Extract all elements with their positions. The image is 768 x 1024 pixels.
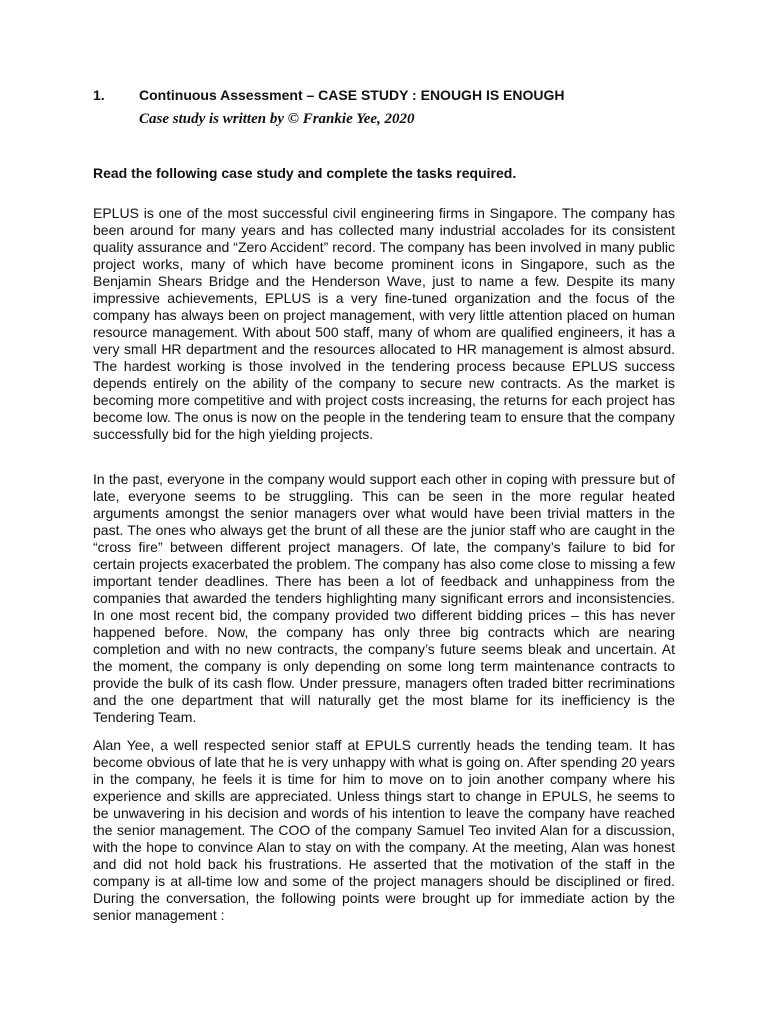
section-heading bbox=[93, 86, 565, 104]
author-byline: Case study is written by © Frankie Yee, 2020 bbox=[139, 111, 415, 127]
instruction-text: Read the following case study and complete the tasks required. bbox=[93, 165, 517, 181]
case-paragraph: In the past, everyone in the company would support each other in coping with pressure but of late, everyone seems to be struggling. This can be seen in the more regular heated arguments amongst the senior managers over what would have been trivial matters in the past. The ones who always get the brunt of all these are the junior staff who are caught in the “cross fire” between different project managers. Of late, the company’s failure to bid for certain projects exacerbated the problem. The company has also come close to missing a few important tender deadlines. There has been a lot of feedback and unhappiness from the companies that awarded the tenders highlighting many significant errors and inconsistencies. In one most recent bid, the company provided two different bidding prices – this has never happened before. Now, the company has only three big contracts which are nearing completion and with no new contracts, the company’s future seems bleak and uncertain. At the moment, the company is only depending on some long term maintenance contracts to provide the bulk of its cash flow. Under pressure, managers often traded bitter recriminations and the one department that will naturally get the most blame for its inefficiency is the Tendering Team. bbox=[93, 471, 675, 725]
section-title: Continuous Assessment – CASE STUDY : ENOUGH IS ENOUGH bbox=[139, 87, 565, 103]
case-paragraph: Alan Yee, a well respected senior staff at EPULS currently heads the tending team. It has become obvious of late that he is very unhappy with what is going on. After spending 20 years in the company, he feels it is time for him to move on to join another company where his experience and skills are appreciated. Unless things start to change in EPULS, he seems to be unwavering in his decision and words of his intention to leave the company have reached the senior management. The COO of the company Samuel Teo invited Alan for a discussion, with the hope to convince Alan to stay on with the company. At the meeting, Alan was honest and did not hold back his frustrations. He asserted that the motivation of the staff in the company is at all-time low and some of the project managers should be disciplined or fired. During the conversation, the following points were brought up for immediate action by the senior management : bbox=[93, 737, 675, 923]
case-paragraph: EPLUS is one of the most successful civil engineering firms in Singapore. The company has been around for many years and has collected many industrial accolades for its consistent quality assurance and “Zero Accident” record. The company has been involved in many public project works, many of which have become prominent icons in Singapore, such as the Benjamin Shears Bridge and the Henderson Wave, just to name a few. Despite its many impressive achievements, EPLUS is a very fine-tuned organization and the focus of the company has always been on project management, with very little attention placed on human resource management. With about 500 staff, many of whom are qualified engineers, it has a very small HR department and the resources allocated to HR management is almost absurd. The hardest working is those involved in the tendering process because EPLUS success depends entirely on the ability of the company to secure new contracts. As the market is becoming more competitive and with project costs increasing, the returns for each project has become low. The onus is now on the people in the tendering team to ensure that the company successfully bid for the high yielding projects. bbox=[93, 205, 675, 442]
section-number: 1. bbox=[93, 87, 105, 103]
